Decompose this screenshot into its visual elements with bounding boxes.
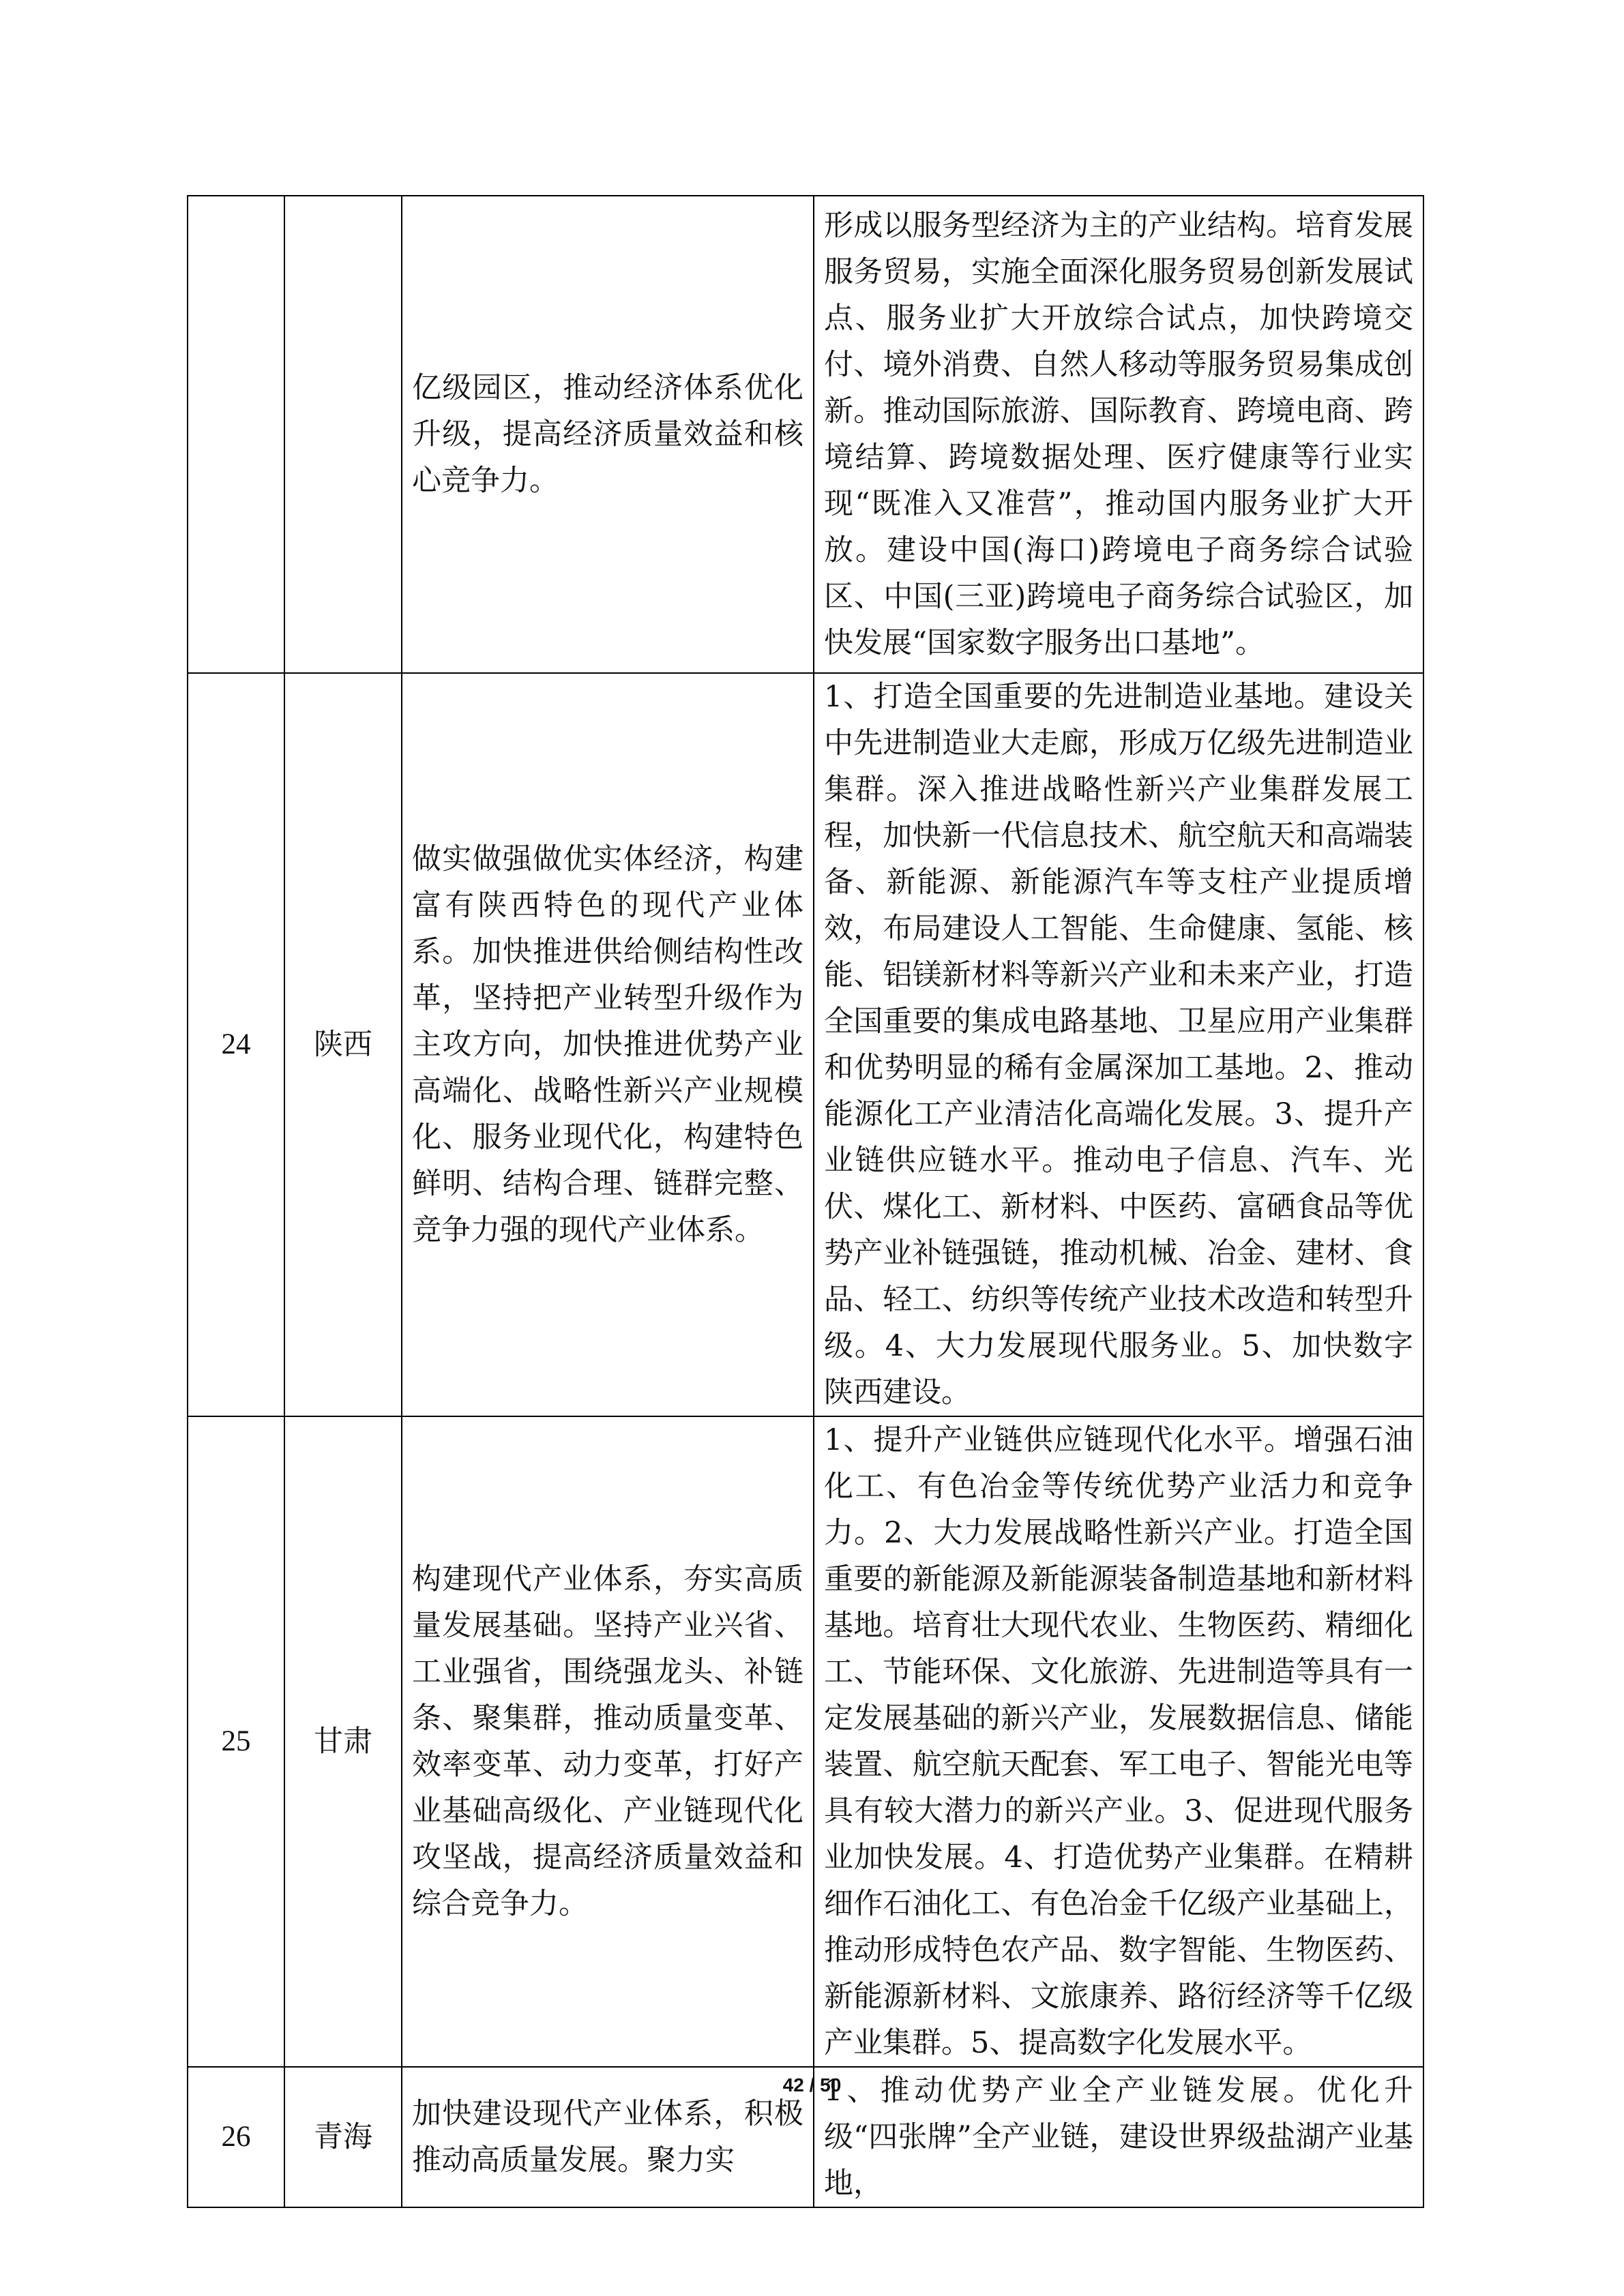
province-cell: 甘肃 xyxy=(284,1416,402,2067)
province-cell: 青海 xyxy=(284,2067,402,2207)
summary-cell: 构建现代产业体系，夯实高质量发展基础。坚持产业兴省、工业强省，围绕强龙头、补链条、聚集群，推动质量变革、效率变革、动力变革，打好产业基础高级化、产业链现代化攻坚战，提高经济质量效益和综合竞争力。 xyxy=(402,1416,814,2067)
summary-cell: 加快建设现代产业体系，积极推动高质量发展。聚力实 xyxy=(402,2067,814,2207)
detail-cell: 1、推动优势产业全产业链发展。优化升级“四张牌”全产业链，建设世界级盐湖产业基地， xyxy=(814,2067,1423,2207)
row-number-cell: 24 xyxy=(188,673,284,1416)
policy-table xyxy=(187,195,1424,2208)
detail-cell: 1、提升产业链供应链现代化水平。增强石油化工、有色冶金等传统优势产业活力和竞争力。2、大力发展战略性新兴产业。打造全国重要的新能源及新能源装备制造基地和新材料基地。培育壮大现代农业、生物医药、精细化工、节能环保、文化旅游、先进制造等具有一定发展基础的新兴产业，发展数据信息、储能装置、航空航天配套、军工电子、智能光电等具有较大潜力的新兴产业。3、促进现代服务业加快发展。4、打造优势产业集群。在精耕细作石油化工、有色冶金千亿级产业基础上，推动形成特色农产品、数字智能、生物医药、新能源新材料、文旅康养、路衍经济等千亿级产业集群。5、提高数字化发展水平。 xyxy=(814,1416,1423,2067)
summary-cell: 做实做强做优实体经济，构建富有陕西特色的现代产业体系。加快推进供给侧结构性改革，坚持把产业转型升级作为主攻方向，加快推进优势产业高端化、战略性新兴产业规模化、服务业现代化，构建特色鲜明、结构合理、链群完整、竞争力强的现代产业体系。 xyxy=(402,673,814,1416)
detail-cell: 形成以服务型经济为主的产业结构。培育发展服务贸易，实施全面深化服务贸易创新发展试点、服务业扩大开放综合试点，加快跨境交付、境外消费、自然人移动等服务贸易集成创新。推动国际旅游、国际教育、跨境电商、跨境结算、跨境数据处理、医疗健康等行业实现“既准入又准营”，推动国内服务业扩大开放。建设中国(海口)跨境电子商务综合试验区、中国(三亚)跨境电子商务综合试验区，加快发展“国家数字服务出口基地”。 xyxy=(814,196,1423,673)
row-number-cell: 25 xyxy=(188,1416,284,2067)
row-number-cell: 26 xyxy=(188,2067,284,2207)
table-row xyxy=(188,673,1423,1416)
detail-cell: 1、打造全国重要的先进制造业基地。建设关中先进制造业大走廊，形成万亿级先进制造业集群。深入推进战略性新兴产业集群发展工程，加快新一代信息技术、航空航天和高端装备、新能源、新能源汽车等支柱产业提质增效，布局建设人工智能、生命健康、氢能、核能、铝镁新材料等新兴产业和未来产业，打造全国重要的集成电路基地、卫星应用产业集群和优势明显的稀有金属深加工基地。2、推动能源化工产业清洁化高端化发展。3、提升产业链供应链水平。推动电子信息、汽车、光伏、煤化工、新材料、中医药、富硒食品等优势产业补链强链，推动机械、冶金、建材、食品、轻工、纺织等传统产业技术改造和转型升级。4、大力发展现代服务业。5、加快数字陕西建设。 xyxy=(814,673,1423,1416)
province-cell xyxy=(284,196,402,673)
summary-cell: 亿级园区，推动经济体系优化升级，提高经济质量效益和核心竞争力。 xyxy=(402,196,814,673)
province-cell: 陕西 xyxy=(284,673,402,1416)
table-row xyxy=(188,196,1423,673)
row-number-cell xyxy=(188,196,284,673)
table-row xyxy=(188,1416,1423,2067)
page-number: 42 / 50 xyxy=(782,2074,842,2096)
